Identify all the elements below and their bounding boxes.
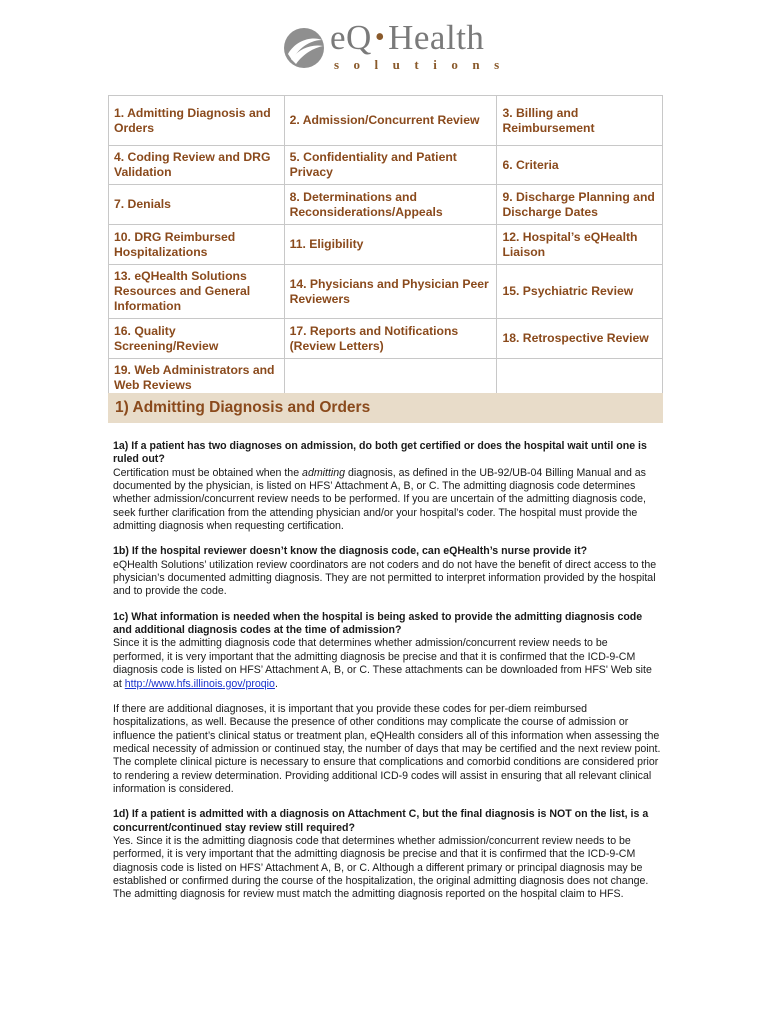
toc-link[interactable]: 11. Eligibility [284, 225, 497, 265]
brand-subtitle: solutions [334, 57, 514, 72]
eqhealth-logo [282, 20, 512, 72]
question-1d: 1d) If a patient is admitted with a diagnosis on Attachment C, but the final diagnosis is NOT on the list, is a concurrent/continued stay review still required? [113, 808, 649, 834]
toc-link[interactable]: 2. Admission/Concurrent Review [284, 96, 497, 146]
toc-link[interactable]: 18. Retrospective Review [497, 319, 663, 359]
table-of-contents [108, 95, 663, 397]
toc-row [109, 225, 663, 265]
toc-link[interactable]: 4. Coding Review and DRG Validation [109, 146, 285, 185]
toc-link[interactable]: 1. Admitting Diagnosis and Orders [109, 96, 285, 146]
faq-paragraph: If there are additional diagnoses, it is important that you provide these codes for per-diem reimbursed hospitalizations, as well. Because the presence of other conditions may complicate the course of admission or influence the patient’s clinical status or treatment plan, eQHealth considers all of this information when assessing the medical necessity of admission or continued stay, the number of days that may be certified and the next review point. The complete clinical picture is necessary to ensure that complications and comorbid conditions are considered prior to rendering a review determination. Providing additional ICD-9 codes will assist in ensuring that all relevant clinical information is considered. [113, 702, 661, 795]
toc-link[interactable]: 19. Web Administrators and Web Reviews [109, 359, 285, 397]
toc-row [109, 185, 663, 225]
toc-link[interactable]: 12. Hospital’s eQHealth Liaison [497, 225, 663, 265]
answer-1b: eQHealth Solutions’ utilization review coordinators are not coders and do not have the benefit of direct access to the physician’s documented admitting diagnosis. They are not permitted to interpret information provided by the hospital and to provide the code. [113, 558, 657, 598]
answer-1d: Yes. Since it is the admitting diagnosis code that determines whether admission/concurrent review needs to be performed, it is very important that the admitting diagnosis be precise and that it is confirmed that the ICD-9-CM diagnosis code is listed on HFS’ Attachment A, B, or C. Although a different primary or principal diagnosis may be established or confirmed during the course of the hospitalization, the original admitting diagnosis does not change. The admitting diagnosis for review must match the admitting diagnosis reported on the hospital claim to HFS. [113, 834, 649, 901]
toc-row [109, 96, 663, 146]
toc-link[interactable]: 14. Physicians and Physician Peer Reviewers [284, 265, 497, 319]
toc-link[interactable]: 15. Psychiatric Review [497, 265, 663, 319]
toc-link[interactable]: 13. eQHealth Solutions Resources and General Information [109, 265, 285, 319]
toc-row [109, 146, 663, 185]
faq-item [113, 545, 661, 598]
section-header [108, 393, 663, 423]
answer-1c-text: Since it is the admitting diagnosis code that determines whether admission/concurrent review needs to be performed, it is very important that the admitting diagnosis be precise and that it is confirmed that the ICD-9-CM diagnosis code is listed on HFS’ Attachment A, B, or C. These attachments can be downloaded from HFS' Web site at [113, 637, 652, 690]
toc-link[interactable]: 9. Discharge Planning and Discharge Dates [497, 185, 663, 225]
toc-link[interactable]: 17. Reports and Notifications (Review Letters) [284, 319, 497, 359]
brand-name: eQ •Health [330, 18, 485, 57]
faq-content [113, 440, 661, 914]
faq-item [113, 611, 661, 691]
faq-item [113, 440, 661, 533]
swoosh-logo-icon [282, 26, 326, 70]
question-1c: 1c) What information is needed when the hospital is being asked to provide the admitting diagnosis code and additional diagnosis codes at the time of admission? [113, 610, 643, 637]
toc-empty-cell [497, 359, 663, 397]
toc-link[interactable]: 3. Billing and Reimbursement [497, 96, 663, 146]
toc-row [109, 265, 663, 319]
hfs-website-link[interactable]: http://www.hfs.illinois.gov/proqio [124, 677, 275, 690]
toc-link[interactable]: 8. Determinations and Reconsiderations/Appeals [284, 185, 497, 225]
toc-row [109, 359, 663, 397]
toc-link[interactable]: 6. Criteria [497, 146, 663, 185]
section-title: 1) Admitting Diagnosis and Orders [115, 399, 371, 416]
question-1b: 1b) If the hospital reviewer doesn’t know the diagnosis code, can eQHealth’s nurse provide it? [113, 545, 588, 558]
toc-link[interactable]: 5. Confidentiality and Patient Privacy [284, 146, 497, 185]
faq-item [113, 808, 661, 901]
answer-1c-text: . [274, 677, 278, 690]
toc-link[interactable]: 7. Denials [109, 185, 285, 225]
toc-row [109, 319, 663, 359]
question-1a: 1a) If a patient has two diagnoses on admission, do both get certified or does the hospital wait until one is ruled out? [113, 440, 647, 466]
answer-1a-text: diagnosis, as defined in the UB-92/UB-04 Billing Manual and as documented by the physician, is listed on HFS’ Attachment A, B, or C. The admitting diagnosis code determines whether admission/concurrent review needs to be performed. If you are uncertain of the admitting diagnosis code, seek further clarification from the attending physician and/or your hospital’s coder. The hospital must provide the admitting diagnosis when requesting certification. [113, 466, 646, 533]
answer-1a-text: Certification must be obtained when the [113, 466, 303, 479]
toc-empty-cell [284, 359, 497, 397]
toc-link[interactable]: 10. DRG Reimbursed Hospitalizations [109, 225, 285, 265]
answer-1a-emphasis: admitting [302, 466, 346, 479]
toc-link[interactable]: 16. Quality Screening/Review [109, 319, 285, 359]
